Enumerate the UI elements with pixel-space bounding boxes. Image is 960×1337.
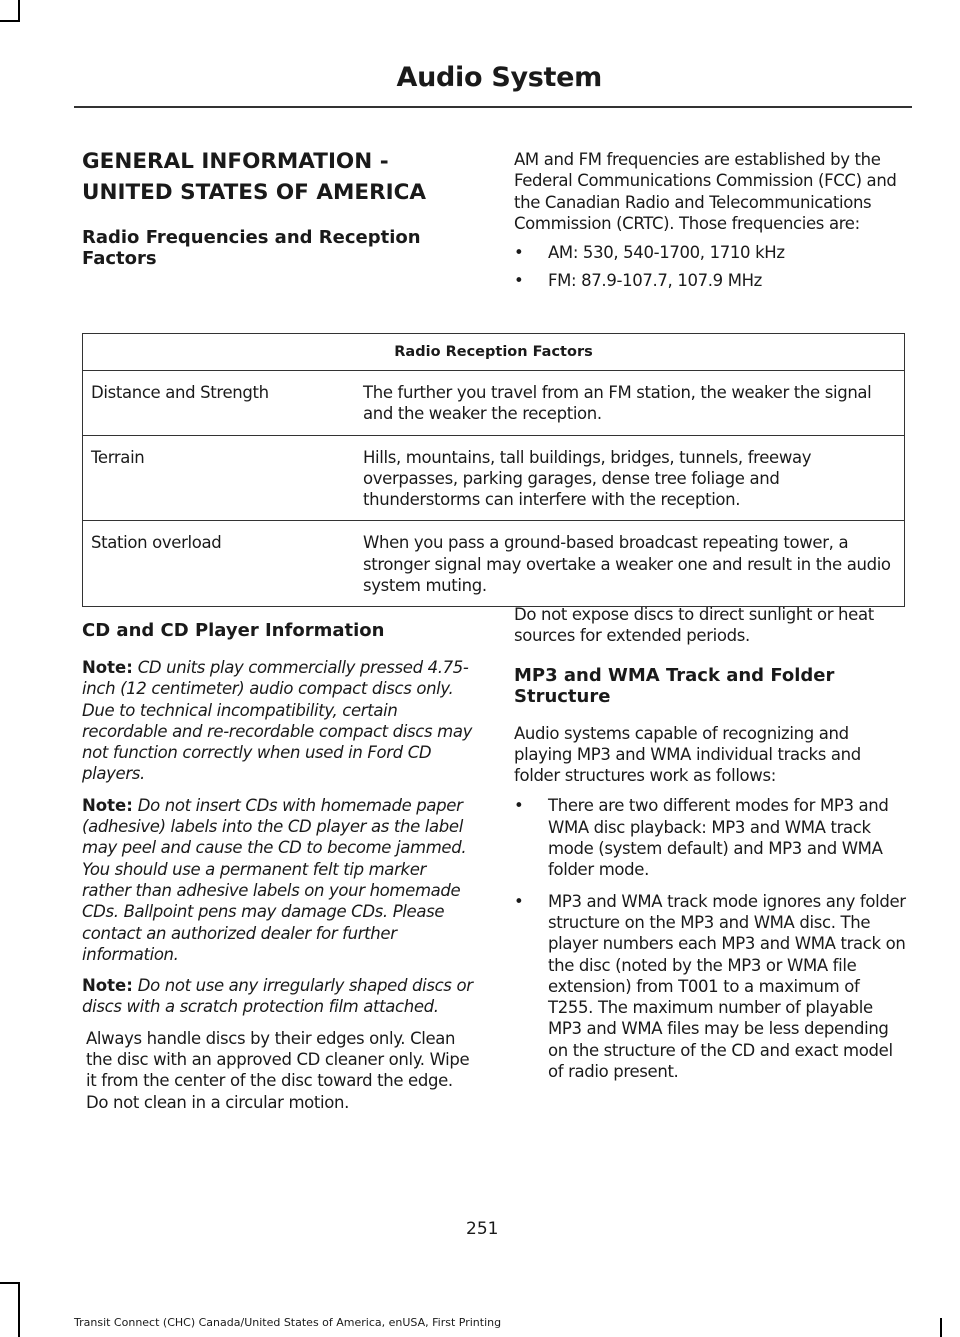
note-label: Note: bbox=[82, 976, 133, 996]
am-frequencies: AM: 530, 540-1700, 1710 kHz bbox=[548, 243, 785, 263]
radio-reception-factors-table bbox=[82, 333, 905, 607]
table-row bbox=[83, 521, 905, 607]
crop-mark bbox=[18, 0, 20, 22]
page-number: 251 bbox=[466, 1219, 499, 1239]
page-header-title: Audio System bbox=[396, 62, 602, 93]
cd-section-title: CD and CD Player Information bbox=[82, 620, 385, 641]
bullet-icon: • bbox=[514, 796, 524, 816]
mp3-section bbox=[514, 604, 908, 1082]
list-item-text: There are two different modes for MP3 and WMA disc playback: MP3 and WMA track mode (system default) and MP3 and WMA folder mode. bbox=[548, 796, 889, 880]
radio-frequencies-subheading: Radio Frequencies and Reception Factors bbox=[82, 227, 421, 269]
table-cell-factor: Terrain bbox=[83, 435, 356, 521]
list-item-text: MP3 and WMA track mode ignores any folder structure on the MP3 and WMA disc. The player numbers each MP3 and WMA track on the disc (noted by the MP3 or WMA file extension) from T001 to a maximum of T255. The maximum number of playable MP3 and WMA files may be less depending on the structure of the CD and exact model of radio present. bbox=[548, 891, 906, 1082]
crop-mark bbox=[18, 1282, 20, 1337]
note-paragraph bbox=[82, 975, 474, 1018]
list-item bbox=[514, 795, 908, 880]
frequencies-block bbox=[514, 149, 908, 292]
note-label: Note: bbox=[82, 795, 133, 815]
table-cell-factor: Station overload bbox=[91, 533, 222, 553]
crop-mark bbox=[940, 1318, 942, 1337]
section-title-line-1: GENERAL INFORMATION - bbox=[82, 149, 389, 174]
frequency-list bbox=[514, 242, 908, 292]
mp3-section-title: MP3 and WMA Track and Folder Structure bbox=[514, 664, 835, 707]
note-paragraph bbox=[82, 657, 474, 785]
table-cell-description: When you pass a ground-based broadcast repeating tower, a stronger signal may overtake a weaker one and result in the audio system muting. bbox=[363, 533, 891, 596]
section-title-line-2: UNITED STATES OF AMERICA bbox=[82, 180, 427, 205]
table-row bbox=[83, 371, 905, 436]
note-text: Do not insert CDs with homemade paper (adhesive) labels into the CD player as the label may peel and cause the CD to become jammed. You should use a permanent felt tip marker rather than adhesive labels on your homemade CDs. Ballpoint pens may damage CDs. Please contact an authorized dealer for further information. bbox=[82, 795, 467, 964]
bullet-icon: • bbox=[514, 271, 524, 291]
mp3-mode-list bbox=[514, 795, 908, 1082]
note-label: Note: bbox=[82, 658, 133, 677]
footer-text: Transit Connect (CHC) Canada/United States of America, enUSA, First Printing bbox=[74, 1316, 502, 1329]
table-title: Radio Reception Factors bbox=[83, 334, 905, 371]
cd-section bbox=[82, 620, 474, 1113]
crop-mark bbox=[0, 1282, 20, 1284]
table-cell-factor: Distance and Strength bbox=[83, 371, 356, 436]
fm-frequencies: FM: 87.9-107.7, 107.9 MHz bbox=[548, 271, 762, 291]
header-divider bbox=[74, 106, 912, 108]
list-item bbox=[514, 891, 908, 1083]
note-text: CD units play commercially pressed 4.75-inch (12 centimeter) audio compact discs only. Due to technical incompatibility, certain recordable and re-recordable compact discs may not function correctly when used in Ford CD players. bbox=[82, 658, 473, 784]
note-paragraph bbox=[82, 795, 474, 965]
table-cell-description: Hills, mountains, tall buildings, bridges, tunnels, freeway overpasses, parking garages, dense tree foliage and thunderstorms can interfere with the reception. bbox=[355, 435, 905, 521]
list-item bbox=[514, 270, 908, 291]
frequencies-intro: AM and FM frequencies are established by the Federal Communications Commission (FCC) and the Canadian Radio and Telecommunications Commission (CRTC). Those frequencies are: bbox=[514, 150, 897, 233]
section-title bbox=[82, 146, 474, 208]
bullet-icon: • bbox=[514, 891, 524, 911]
bullet-icon: • bbox=[514, 243, 524, 263]
note-text: Do not use any irregularly shaped discs or discs with a scratch protection film attached. bbox=[82, 976, 473, 1017]
general-info-heading-block bbox=[82, 146, 474, 269]
crop-mark bbox=[0, 20, 20, 22]
sunlight-paragraph: Do not expose discs to direct sunlight or heat sources for extended periods. bbox=[514, 605, 874, 646]
list-item bbox=[514, 242, 908, 263]
mp3-intro: Audio systems capable of recognizing and playing MP3 and WMA individual tracks and folder structures work as follows: bbox=[514, 723, 861, 786]
table-row bbox=[83, 435, 905, 521]
table-cell-description: The further you travel from an FM station, the weaker the signal and the weaker the reception. bbox=[355, 371, 905, 436]
disc-handling-paragraph: Always handle discs by their edges only. Clean the disc with an approved CD cleaner only. Wipe it from the center of the disc toward the edge. Do not clean in a circular motion. bbox=[86, 1028, 470, 1112]
